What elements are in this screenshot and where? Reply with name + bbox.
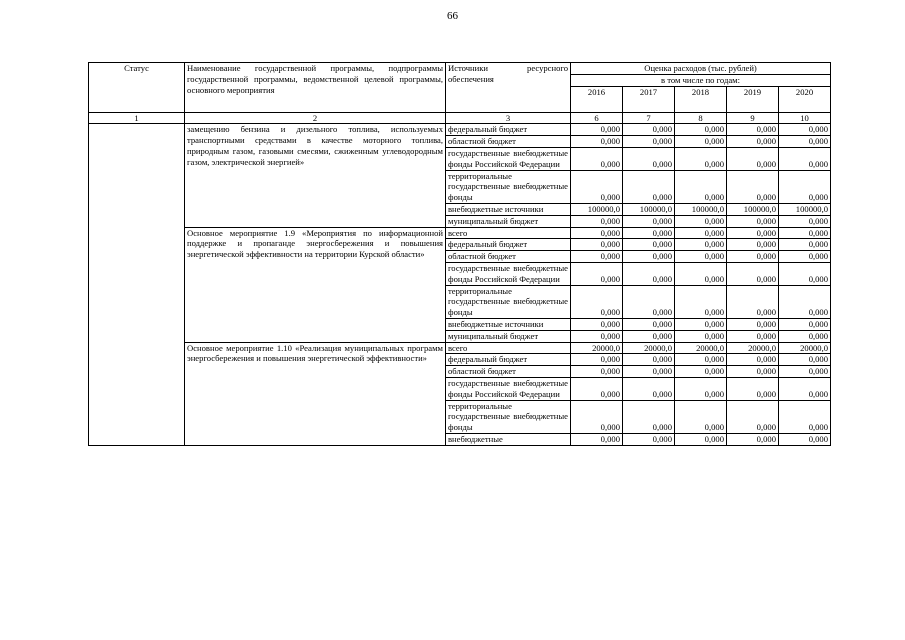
funding-source: государственные внебюджетные фонды Российской Федерации	[446, 377, 571, 400]
year-value: 0,000	[727, 400, 779, 433]
year-value: 0,000	[623, 251, 675, 263]
year-value: 0,000	[571, 377, 623, 400]
year-value: 0,000	[779, 285, 831, 318]
year-value: 0,000	[727, 147, 779, 170]
year-value: 0,000	[675, 433, 727, 445]
year-value: 0,000	[623, 239, 675, 251]
year-value: 0,000	[727, 170, 779, 203]
table-row	[89, 227, 831, 239]
year-value: 0,000	[779, 215, 831, 227]
funding-source: областной бюджет	[446, 251, 571, 263]
year-value: 0,000	[675, 366, 727, 378]
year-value: 0,000	[623, 215, 675, 227]
year-value: 0,000	[675, 136, 727, 148]
year-value: 0,000	[623, 377, 675, 400]
year-value: 0,000	[727, 239, 779, 251]
year-value: 0,000	[623, 124, 675, 136]
column-index-row	[89, 112, 831, 124]
funding-source: внебюджетные источники	[446, 318, 571, 330]
year-value: 0,000	[779, 147, 831, 170]
year-value: 0,000	[727, 285, 779, 318]
column-index: 7	[623, 112, 675, 124]
year-value: 0,000	[675, 285, 727, 318]
year-value: 20000,0	[727, 342, 779, 354]
funding-source: территориальные государственные внебюджетные фонды	[446, 285, 571, 318]
year-value: 0,000	[571, 215, 623, 227]
year-value: 0,000	[675, 251, 727, 263]
year-value: 0,000	[779, 433, 831, 445]
header-name: Наименование государственной программы, подпрограммы государственной программы, ведомственной целевой программы, основного мероприятия	[185, 63, 446, 113]
year-value: 0,000	[571, 433, 623, 445]
year-value: 0,000	[727, 318, 779, 330]
year-value: 0,000	[675, 354, 727, 366]
column-index: 6	[571, 112, 623, 124]
year-value: 0,000	[623, 170, 675, 203]
funding-source: муниципальный бюджет	[446, 215, 571, 227]
year-value: 0,000	[571, 318, 623, 330]
year-value: 0,000	[779, 354, 831, 366]
status-cell	[89, 124, 185, 445]
funding-source: федеральный бюджет	[446, 354, 571, 366]
year-value: 0,000	[727, 262, 779, 285]
year-value: 0,000	[571, 136, 623, 148]
funding-source: внебюджетные источники	[446, 203, 571, 215]
header-status: Статус	[89, 63, 185, 113]
year-value: 0,000	[675, 318, 727, 330]
measure-name: замещению бензина и дизельного топлива, используемых транспортными средствами в качестве моторного топлива, природным газом, газовыми смесями, сжиженным углеводородным газом, электрической энергией»	[185, 124, 446, 227]
year-value: 0,000	[727, 330, 779, 342]
funding-source: территориальные государственные внебюджетные фонды	[446, 400, 571, 433]
year-value: 100000,0	[779, 203, 831, 215]
year-value: 0,000	[727, 354, 779, 366]
year-value: 100000,0	[675, 203, 727, 215]
year-value: 0,000	[571, 285, 623, 318]
measure-name: Основное мероприятие 1.9 «Мероприятия по информационной поддержке и пропаганде энергосбережения и повышения энергетической эффективности на территории Курской области»	[185, 227, 446, 342]
year-value: 0,000	[779, 366, 831, 378]
table-row	[89, 124, 831, 136]
year-value: 0,000	[675, 377, 727, 400]
year-value: 20000,0	[623, 342, 675, 354]
column-index: 2	[185, 112, 446, 124]
year-value: 20000,0	[571, 342, 623, 354]
year-value: 0,000	[623, 400, 675, 433]
year-value: 20000,0	[779, 342, 831, 354]
year-value: 0,000	[571, 366, 623, 378]
year-value: 0,000	[571, 227, 623, 239]
header-estimate: Оценка расходов (тыс. рублей)	[571, 63, 831, 75]
year-value: 0,000	[779, 170, 831, 203]
header-year: 2017	[623, 86, 675, 112]
year-value: 0,000	[779, 239, 831, 251]
year-value: 0,000	[571, 262, 623, 285]
year-value: 0,000	[675, 147, 727, 170]
year-value: 0,000	[571, 124, 623, 136]
year-value: 0,000	[571, 170, 623, 203]
year-value: 0,000	[779, 377, 831, 400]
header-year: 2019	[727, 86, 779, 112]
funding-source: внебюджетные	[446, 433, 571, 445]
year-value: 0,000	[571, 330, 623, 342]
column-index: 8	[675, 112, 727, 124]
header-year: 2018	[675, 86, 727, 112]
year-value: 0,000	[779, 136, 831, 148]
year-value: 100000,0	[571, 203, 623, 215]
year-value: 0,000	[623, 136, 675, 148]
year-value: 0,000	[623, 318, 675, 330]
year-value: 0,000	[727, 124, 779, 136]
year-value: 0,000	[623, 330, 675, 342]
funding-source: государственные внебюджетные фонды Российской Федерации	[446, 147, 571, 170]
year-value: 0,000	[727, 136, 779, 148]
funding-source: территориальные государственные внебюджетные фонды	[446, 170, 571, 203]
year-value: 0,000	[675, 215, 727, 227]
table-body	[89, 124, 831, 445]
measure-name: Основное мероприятие 1.10 «Реализация муниципальных программ энергосбережения и повышения энергетической эффективности»	[185, 342, 446, 445]
year-value: 100000,0	[623, 203, 675, 215]
header-row	[89, 63, 831, 75]
funding-source: федеральный бюджет	[446, 124, 571, 136]
header-by-years: в том числе по годам:	[571, 74, 831, 86]
year-value: 0,000	[727, 227, 779, 239]
year-value: 0,000	[623, 433, 675, 445]
year-value: 0,000	[779, 318, 831, 330]
year-value: 0,000	[675, 400, 727, 433]
year-value: 0,000	[675, 239, 727, 251]
year-value: 0,000	[623, 227, 675, 239]
header-source: Источники ресурсного обеспечения	[446, 63, 571, 113]
column-index: 9	[727, 112, 779, 124]
year-value: 0,000	[571, 239, 623, 251]
header-year: 2016	[571, 86, 623, 112]
funding-source: государственные внебюджетные фонды Российской Федерации	[446, 262, 571, 285]
year-value: 0,000	[727, 377, 779, 400]
year-value: 0,000	[779, 262, 831, 285]
column-index: 10	[779, 112, 831, 124]
year-value: 0,000	[571, 354, 623, 366]
year-value: 0,000	[779, 400, 831, 433]
year-value: 0,000	[727, 215, 779, 227]
year-value: 0,000	[623, 262, 675, 285]
year-value: 0,000	[623, 366, 675, 378]
year-value: 0,000	[727, 251, 779, 263]
year-value: 0,000	[727, 433, 779, 445]
year-value: 0,000	[779, 330, 831, 342]
funding-source: всего	[446, 342, 571, 354]
year-value: 0,000	[571, 147, 623, 170]
year-value: 0,000	[623, 147, 675, 170]
year-value: 0,000	[675, 262, 727, 285]
funding-source: областной бюджет	[446, 136, 571, 148]
funding-source: всего	[446, 227, 571, 239]
year-value: 0,000	[727, 366, 779, 378]
funding-source: федеральный бюджет	[446, 239, 571, 251]
funding-source: муниципальный бюджет	[446, 330, 571, 342]
year-value: 0,000	[675, 170, 727, 203]
column-index: 1	[89, 112, 185, 124]
year-value: 20000,0	[675, 342, 727, 354]
year-value: 0,000	[779, 124, 831, 136]
header-year: 2020	[779, 86, 831, 112]
year-value: 100000,0	[727, 203, 779, 215]
expenditure-table	[88, 62, 831, 446]
year-value: 0,000	[623, 285, 675, 318]
column-index: 3	[446, 112, 571, 124]
year-value: 0,000	[623, 354, 675, 366]
year-value: 0,000	[675, 124, 727, 136]
year-value: 0,000	[675, 227, 727, 239]
year-value: 0,000	[675, 330, 727, 342]
table-row	[89, 342, 831, 354]
funding-source: областной бюджет	[446, 366, 571, 378]
page-number: 66	[447, 10, 458, 22]
year-value: 0,000	[571, 400, 623, 433]
year-value: 0,000	[779, 251, 831, 263]
year-value: 0,000	[571, 251, 623, 263]
year-value: 0,000	[779, 227, 831, 239]
